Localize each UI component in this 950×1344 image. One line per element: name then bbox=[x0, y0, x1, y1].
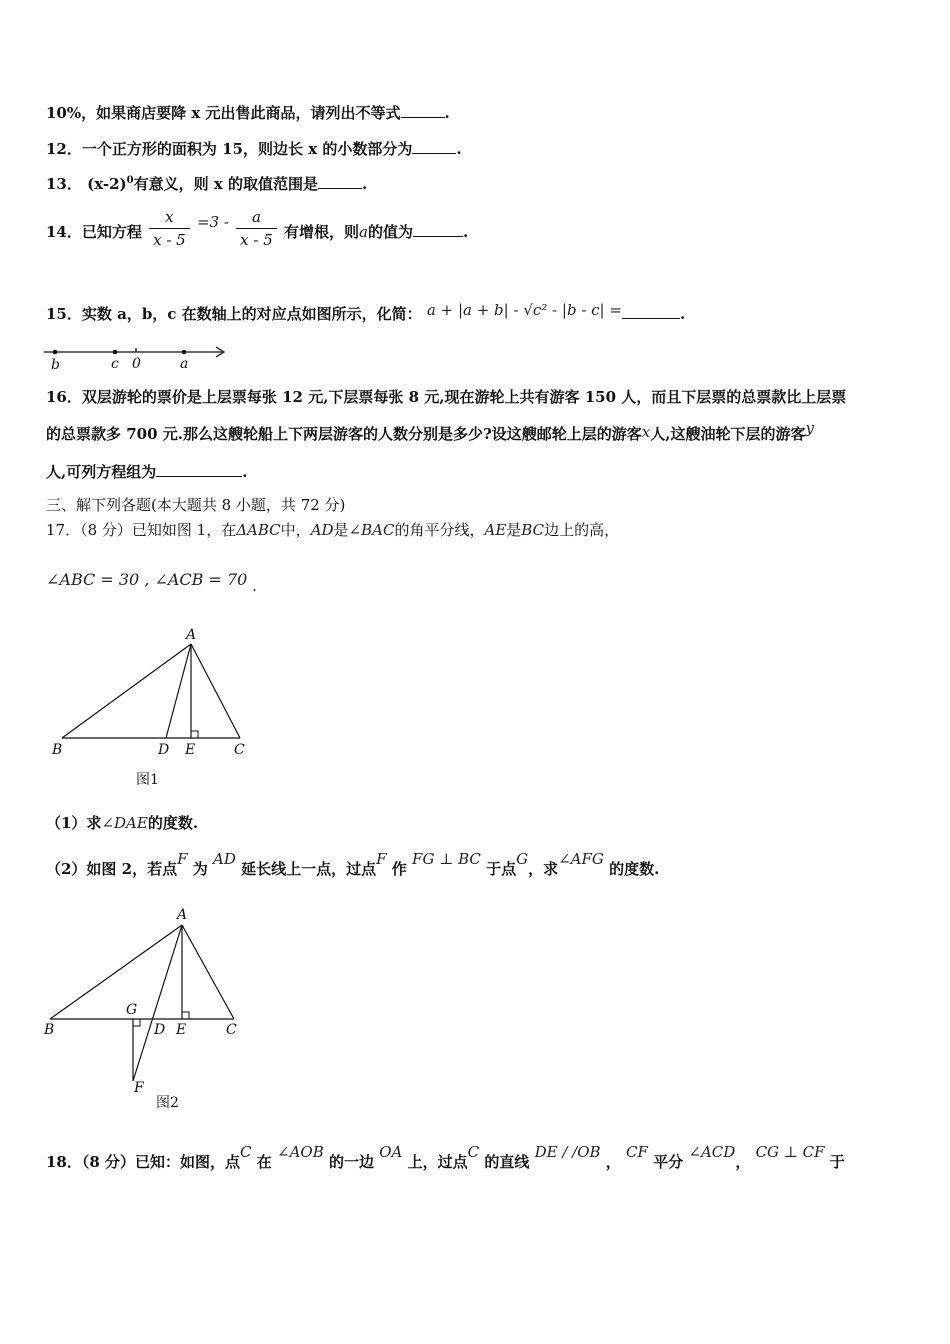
label-B: B bbox=[44, 1022, 55, 1038]
right-angle-mark bbox=[191, 731, 198, 738]
q13-exponent: 0 bbox=[126, 175, 134, 186]
q17-angle-BAC: ∠BAC bbox=[348, 521, 395, 539]
q17-p2-text: 作 bbox=[391, 860, 407, 878]
number-line bbox=[40, 338, 240, 372]
q17-p2-angle-AFG: ∠AFG bbox=[558, 850, 604, 868]
section-3-heading: 三、解下列各题(本大题共 8 小题，共 72 分) bbox=[46, 496, 346, 514]
label-c: c bbox=[111, 356, 119, 372]
q17-p2-text: 为 bbox=[192, 860, 208, 878]
q18-CG-perp-CF: CG ⊥ CF bbox=[755, 1143, 825, 1161]
segment-AB bbox=[62, 644, 191, 738]
q16-text-3: 人,可列方程组为 bbox=[46, 463, 157, 481]
q14-fraction-1 bbox=[149, 208, 190, 249]
q17-text-e: 是 bbox=[506, 521, 522, 539]
q14-text-2: 的值为 bbox=[367, 222, 413, 241]
q16-var-y: y bbox=[805, 419, 814, 437]
q18-text: ， bbox=[605, 1153, 621, 1171]
label-zero: 0 bbox=[132, 356, 141, 372]
q16-text-2b: 人,这艘油轮下层的游客 bbox=[650, 425, 806, 443]
q17-part-2 bbox=[46, 850, 660, 879]
segment-AC bbox=[191, 644, 240, 738]
q17-p2-FG-perp-BC: FG ⊥ BC bbox=[412, 850, 481, 868]
q17-AD: AD bbox=[310, 521, 334, 539]
q17-p2-text: 的度数. bbox=[609, 860, 660, 878]
label-E: E bbox=[185, 742, 196, 758]
q17-p2-text: （2）如图 2，若点 bbox=[46, 860, 178, 878]
q18-text: 的一边 bbox=[328, 1153, 374, 1171]
q13-text: 有意义，则 x 的取值范围是 bbox=[133, 175, 319, 193]
segment-AC bbox=[182, 925, 234, 1019]
q13-expression: (x-2) bbox=[87, 175, 127, 193]
label-C: C bbox=[226, 1022, 237, 1038]
label-b: b bbox=[51, 357, 60, 372]
q17-p1-text-b: 的度数. bbox=[147, 814, 199, 832]
question-16-line-3: 人,可列方程组为 . bbox=[46, 463, 248, 481]
q14-text-1: 有增根，则 bbox=[283, 222, 359, 241]
q10-tail-line: 10%，如果商店要降 x 元出售此商品，请列出不等式 . bbox=[46, 104, 450, 122]
answer-blank bbox=[156, 462, 242, 477]
label-C: C bbox=[234, 742, 245, 758]
segment-AD bbox=[166, 644, 191, 738]
q18-DE-parallel-OB: DE / /OB bbox=[534, 1143, 601, 1161]
q17-angles: ∠ABC = 30 , ∠ACB = 70 bbox=[46, 570, 248, 589]
q18-text: 的直线 bbox=[484, 1153, 530, 1171]
q14-fraction-2-denominator: x - 5 bbox=[236, 228, 277, 249]
figure-1-caption: 图1 bbox=[136, 772, 159, 788]
q16-text-1: 16．双层游轮的票价是上层票每张 12 元,下层票每张 8 元,现在游轮上共有游客 150 人，而且下层票的总票款比上层票 bbox=[46, 388, 847, 406]
q17-p2-G: G bbox=[516, 850, 529, 868]
q16-var-x: x bbox=[641, 423, 651, 441]
answer-blank bbox=[412, 139, 456, 154]
point-a bbox=[182, 350, 187, 355]
label-B: B bbox=[52, 742, 63, 758]
q15-text: 15．实数 a，b，c 在数轴上的对应点如图所示，化简： bbox=[46, 305, 422, 323]
q17-triangle: ΔABC bbox=[236, 521, 281, 539]
label-G: G bbox=[126, 1002, 138, 1018]
q17-text-c: 是 bbox=[333, 521, 349, 539]
question-15: 15．实数 a，b，c 在数轴上的对应点如图所示，化简： a + |a + b| - √c² - |b - c| = . bbox=[46, 301, 686, 323]
answer-blank bbox=[401, 103, 445, 118]
right-angle-mark-E bbox=[182, 1012, 189, 1019]
q14-fraction-1-numerator: x bbox=[165, 208, 174, 226]
question-17 bbox=[46, 519, 619, 540]
segment-AB bbox=[50, 925, 182, 1019]
question-16-line-1 bbox=[46, 386, 846, 407]
label-A: A bbox=[186, 627, 197, 643]
q18-angle-AOB: ∠AOB bbox=[277, 1143, 324, 1161]
q17-p2-text: 于点 bbox=[486, 860, 517, 878]
q18-text: 在 bbox=[256, 1153, 272, 1171]
q18-text: 上，过点 bbox=[407, 1153, 468, 1171]
label-F: F bbox=[134, 1080, 144, 1096]
question-12: 12．一个正方形的面积为 15，则边长 x 的小数部分为 . bbox=[46, 140, 462, 158]
q17-p2-F: F bbox=[376, 850, 387, 868]
label-E: E bbox=[176, 1022, 187, 1038]
q14-equals: =3 - bbox=[196, 212, 229, 231]
q18-CF: CF bbox=[626, 1143, 648, 1161]
label-a: a bbox=[180, 356, 189, 372]
q17-p2-text: ，求 bbox=[528, 860, 559, 878]
right-angle-mark-G bbox=[133, 1019, 140, 1026]
q14-number: 14．已知方程 bbox=[46, 222, 142, 241]
q17-part-1 bbox=[46, 812, 198, 833]
question-18 bbox=[46, 1143, 845, 1172]
point-c bbox=[113, 350, 118, 355]
segment-AF bbox=[133, 925, 182, 1081]
label-D: D bbox=[158, 742, 170, 758]
q17-text-d: 的角平分线， bbox=[394, 521, 485, 539]
q17-p1-text-a: （1）求 bbox=[46, 814, 102, 832]
q18-text: 平分 bbox=[653, 1153, 684, 1171]
q17-angles-line: ∠ABC = 30 , ∠ACB = 70 . bbox=[46, 570, 257, 595]
q14-variable: a bbox=[359, 222, 368, 241]
q13-number: 13． bbox=[46, 175, 82, 193]
q16-text-2a: 的总票款多 700 元.那么这艘轮船上下两层游客的人数分别是多少?设这艘邮轮上层的游客 bbox=[46, 425, 642, 443]
q17-BC: BC bbox=[521, 521, 545, 539]
q15-expression: a + |a + b| - √c² - |b - c| = bbox=[426, 301, 622, 319]
q18-text: 于 bbox=[829, 1153, 845, 1171]
q18-text: 18．（8 分）已知：如图，点 bbox=[46, 1153, 241, 1171]
q17-text-a: 17．（8 分）已知如图 1，在 bbox=[46, 521, 237, 539]
answer-blank bbox=[622, 304, 680, 319]
q17-text-b: 中， bbox=[280, 521, 311, 539]
figure-1 bbox=[44, 624, 264, 792]
q12-text: 12．一个正方形的面积为 15，则边长 x 的小数部分为 bbox=[46, 140, 413, 158]
question-16-line-2 bbox=[46, 419, 814, 444]
question-14: 14．已知方程 $\frac{x}{x - 5}$ =3 - $\frac{a}{x - 5}$ 有增根，则a的值为 . bbox=[46, 208, 469, 249]
q17-p2-text: 延长线上一点，过点 bbox=[241, 860, 377, 878]
q17-text-f: 边上的高， bbox=[544, 521, 620, 539]
label-D: D bbox=[154, 1022, 166, 1038]
figure-2 bbox=[40, 903, 260, 1113]
point-b bbox=[53, 350, 58, 355]
question-13: 13． $(x-2)^0$有意义，则 x 的取值范围是 . bbox=[46, 175, 368, 193]
q18-angle-ACD: ∠ACD bbox=[688, 1143, 736, 1161]
q18-C: C bbox=[467, 1143, 480, 1161]
q14-fraction-2 bbox=[236, 208, 277, 249]
q18-C: C bbox=[240, 1143, 252, 1161]
q18-text: ， bbox=[735, 1153, 751, 1171]
label-A: A bbox=[177, 907, 188, 923]
q10-text: 10%，如果商店要降 x 元出售此商品，请列出不等式 bbox=[46, 104, 401, 122]
q18-OA: OA bbox=[379, 1143, 403, 1161]
q17-AE: AE bbox=[484, 521, 507, 539]
q17-p2-F: F bbox=[177, 850, 188, 868]
q14-fraction-1-denominator: x - 5 bbox=[149, 228, 190, 249]
q17-p2-AD: AD bbox=[213, 850, 236, 868]
answer-blank bbox=[413, 222, 463, 237]
q17-p1-angle: ∠DAE bbox=[101, 814, 148, 832]
q14-fraction-2-numerator: a bbox=[251, 208, 261, 226]
figure-2-caption: 图2 bbox=[156, 1095, 179, 1111]
answer-blank bbox=[318, 174, 362, 189]
